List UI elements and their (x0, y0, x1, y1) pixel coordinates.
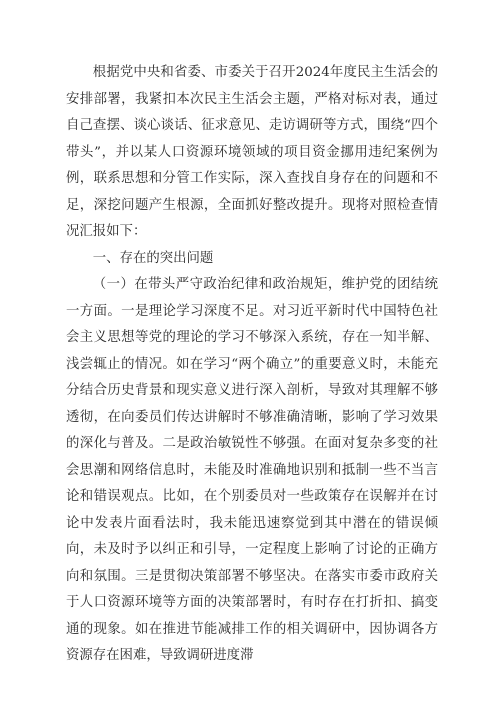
section-heading: 一、存在的突出问题 (92, 250, 214, 266)
intro-paragraph: 根据党中央和省委、市委关于召开2024年度民主生活会的安排部署，我紧扣本次民主生活会主题，严格对标对表，通过自己查摆、谈心谈话、征求意见、走访调研等方式，围绕“四个带头”，并以某人口资源环境领域的项目资金挪用违纪案例为例，联系思想和分管工作实际，深入查找自身存在的问题和不足，深挖问题产生根源，全面抓好整改提升。现将对照检查情况汇报如下： (66, 65, 438, 239)
subsection-heading: （一）在带头严守政治纪律和政治规矩，维护党的团结统一方面。 (66, 277, 438, 319)
body-text: 一是理论学习深度不足。对习近平新时代中国特色社会主义思想等党的理论的学习不够深入系统，存在一知半解、浅尝辄止的情况。如在学习“两个确立”的重要意义时，未能充分结合历史背景和现实意义进行深入剖析，导致对其理解不够透彻，在向委员们传达讲解时不够准确清晰，影响了学习效果的深化与普及。二是政治敏锐性不够强。在面对复杂多变的社会思潮和网络信息时，未能及时准确地识别和抵制一些不当言论和错误观点。比如，在个别委员对一些政策存在误解并在讨论中发表片面看法时，我未能迅速察觉到其中潜在的错误倾向，未及时予以纠正和引导，一定程度上影响了讨论的正确方向和氛围。三是贯彻决策部署不够坚决。在落实市委市政府关于人口资源环境等方面的决策部署时，有时存在打折扣、搞变通的现象。如在推进节能减排工作的相关调研中，因协调各方资源存在困难，导致调研进度滞 (66, 303, 438, 663)
body-paragraph (66, 272, 438, 670)
